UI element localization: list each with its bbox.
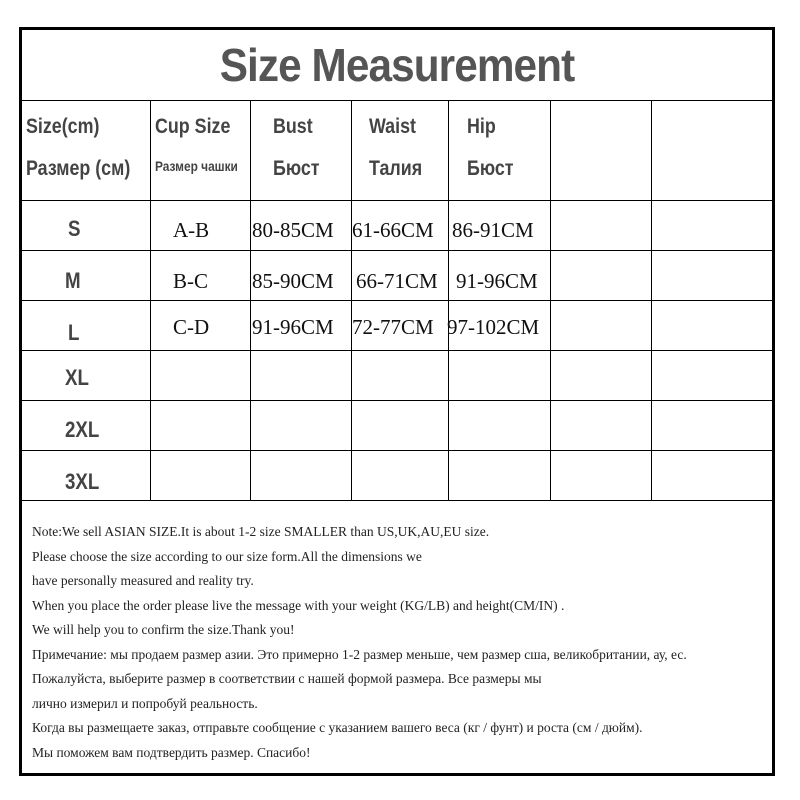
bust-value: 85-90CM [252,269,334,293]
table-divider [22,200,772,201]
note-line: лично измерил и попробуй реальность. [32,695,258,711]
note-line: Please choose the size according to our size form.All the dimensions we [32,548,422,564]
table-divider [22,100,772,101]
table-divider [22,450,772,451]
header-hip-en: Hip [467,115,496,138]
size-label: 2XL [65,417,100,442]
note-line: Примечание: мы продаем размер азии. Это примерно 1-2 размер меньше, чем размер сша, великобритании, ау, ес. [32,646,687,662]
size-label: L [68,320,80,345]
waist-value: 66-71CM [356,269,438,293]
cup-value: C-D [173,315,210,339]
header-waist-en: Waist [369,115,416,138]
waist-value: 72-77CM [352,315,434,339]
note-line: Мы поможем вам подтвердить размер. Спасибо! [32,744,311,760]
waist-value: 61-66CM [352,218,434,242]
page-title: Size Measurement [219,39,575,91]
table-divider [22,250,772,251]
header-cup-ru: Размер чашки [155,158,238,174]
note-line: Когда вы размещаете заказ, отправьте сообщение с указанием вашего веса (кг / фунт) и роста (см / дюйм). [32,720,643,735]
header-bust-ru: Бюст [273,157,320,180]
size-label: 3XL [65,469,100,494]
table-divider [22,500,772,501]
bust-value: 80-85CM [252,218,334,242]
cup-value: A-B [173,218,210,242]
bust-value: 91-96CM [252,315,334,339]
note-line: We will help you to confirm the size.Thank you! [32,622,295,637]
table-divider [351,100,352,500]
header-cup-en: Cup Size [155,115,231,138]
table-divider [250,100,251,500]
size-label: M [65,268,81,293]
header-waist-ru: Талия [369,157,423,180]
note-line: When you place the order please live the message with your weight (KG/LB) and height(CM/IN) . [32,597,565,613]
table-divider [150,100,151,500]
table-divider [22,300,772,301]
note-line: Пожалуйста, выберите размер в соответствии с нашей формой размера. Все размеры мы [32,671,542,686]
hip-value: 91-96CM [456,269,538,293]
size-label: XL [65,365,89,390]
size-notes [32,520,772,765]
note-line: Note:We sell ASIAN SIZE.It is about 1-2 size SMALLER than US,UK,AU,EU size. [32,524,490,539]
hip-value: 97-102CM [447,315,540,339]
table-divider [448,100,449,500]
cup-value: B-C [173,269,209,293]
size-table [22,100,772,500]
table-divider [22,400,772,401]
table-divider [651,100,652,500]
header-bust-en: Bust [273,115,313,138]
hip-value: 86-91CM [452,218,534,242]
note-line: have personally measured and reality try. [32,573,254,588]
header-size-en: Size(cm) [26,115,100,138]
table-divider [22,350,772,351]
header-hip-ru: Бюст [467,157,514,180]
table-divider [550,100,551,500]
size-chart-frame [19,27,775,776]
header-size-ru: Размер (см) [26,157,131,180]
size-label: S [68,216,81,241]
